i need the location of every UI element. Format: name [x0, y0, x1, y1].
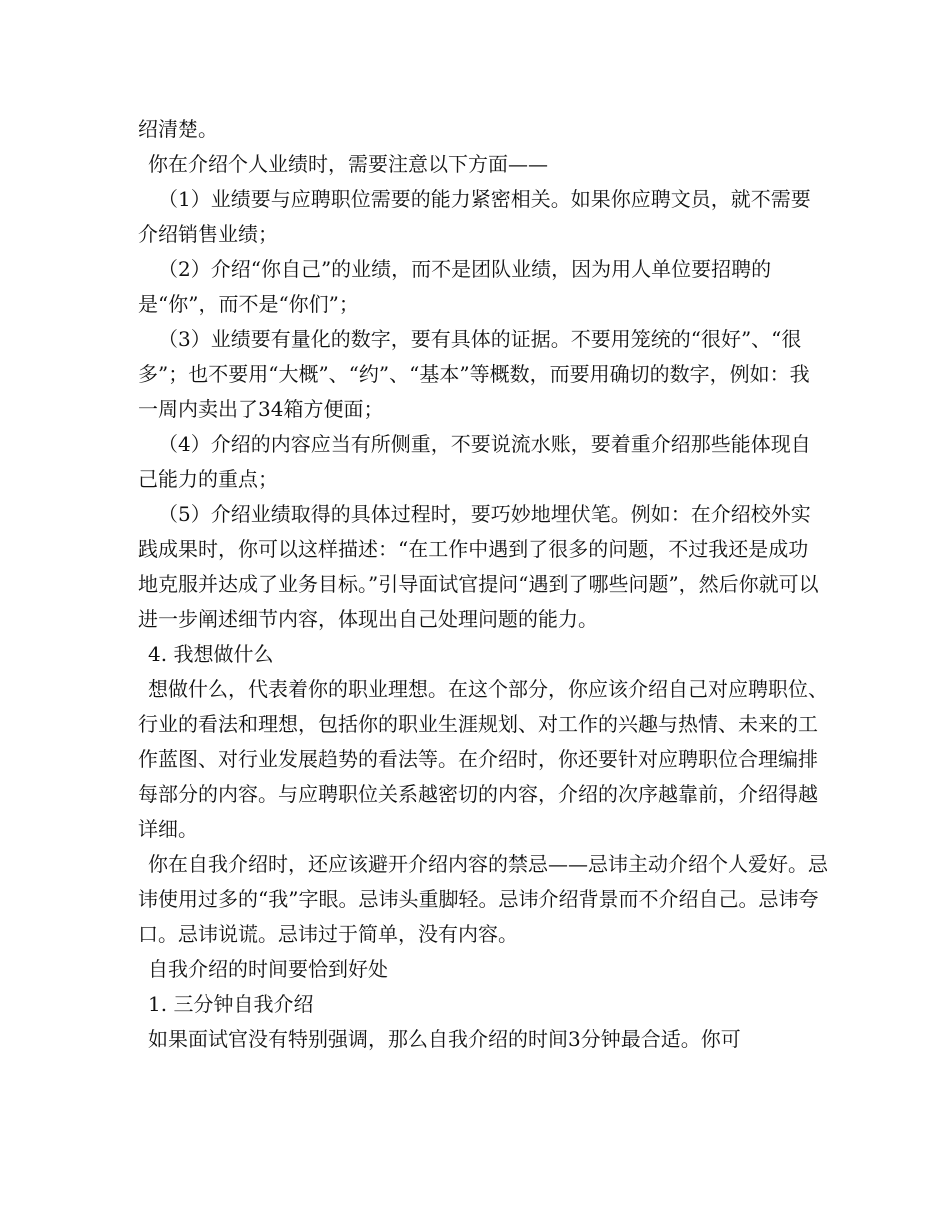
list-item-5: （5）介绍业绩取得的具体过程时，要巧妙地埋伏笔。例如：在介绍校外实践成果时，你可以这样描述：“在工作中遇到了很多的问题，不过我还是成功地克服并达成了业务目标。”引导面试官提问“遇到了哪些问题”，然后你就可以进一步阐述细节内容，体现出自己处理问题的能力。 — [138, 502, 819, 631]
section-heading-what-i-want: 4. 我想做什么 — [148, 642, 274, 666]
paragraph-continuation: 绍清楚。 — [138, 117, 218, 141]
section-heading-timing: 自我介绍的时间要恰到好处 — [148, 957, 388, 981]
subsection-heading-three-minutes: 1. 三分钟自我介绍 — [148, 992, 314, 1016]
paragraph-career-ideal: 想做什么，代表着你的职业理想。在这个部分，你应该介绍自己对应聘职位、行业的看法和理想，包括你的职业生涯规划、对工作的兴趣与热情、未来的工作蓝图、对行业发展趋势的看法等。在介绍时，你还要针对应聘职位合理编排每部分的内容。与应聘职位关系越密切的内容，介绍的次序越靠前，介绍得越详细。 — [138, 677, 828, 841]
paragraph-three-minutes: 如果面试官没有特别强调，那么自我介绍的时间3分钟最合适。你可 — [148, 1027, 741, 1051]
list-item-4: （4）介绍的内容应当有所侧重，不要说流水账，要着重介绍那些能体现自己能力的重点； — [138, 432, 811, 491]
paragraph-achievement-intro: 你在介绍个人业绩时，需要注意以下方面—— — [148, 152, 548, 176]
list-item-2: （2）介绍“你自己”的业绩，而不是团队业绩，因为用人单位要招聘的是“你”，而不是“你们”； — [138, 257, 772, 316]
paragraph-taboos: 你在自我介绍时，还应该避开介绍内容的禁忌——忌讳主动介绍个人爱好。忌讳使用过多的“我”字眼。忌讳头重脚轻。忌讳介绍背景而不介绍自己。忌讳夸口。忌讳说谎。忌讳过于简单，没有内容。 — [138, 852, 828, 946]
list-item-1: （1）业绩要与应聘职位需要的能力紧密相关。如果你应聘文员，就不需要介绍销售业绩； — [138, 187, 811, 246]
document-body — [138, 112, 828, 1057]
list-item-3: （3）业绩要有量化的数字，要有具体的证据。不要用笼统的“很好”、“很多”；也不要用“大概”、“约”、“基本”等概数，而要用确切的数字，例如：我一周内卖出了34箱方便面； — [138, 327, 810, 421]
